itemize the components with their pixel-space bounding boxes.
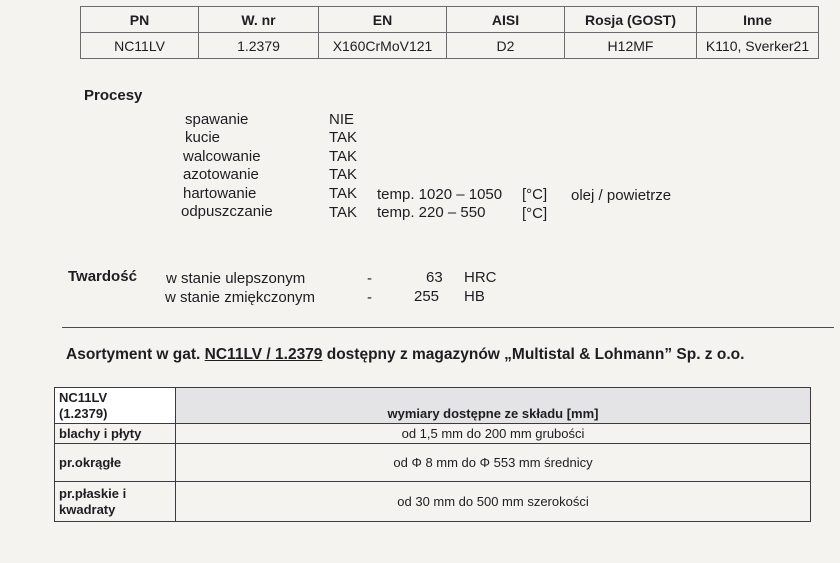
grades-header-row xyxy=(81,7,819,33)
process-name: spawanie xyxy=(185,111,249,128)
process-name: kucie xyxy=(185,129,221,146)
stock-table xyxy=(54,387,811,522)
process-value: NIE xyxy=(329,111,355,128)
header-wnr: W. nr xyxy=(199,7,319,33)
process-value: TAK xyxy=(329,148,358,165)
hardness-dash: - xyxy=(367,270,372,287)
section-divider xyxy=(62,327,834,328)
hardness-unit: HB xyxy=(464,288,485,305)
stock-row-label: pr.okrągłe xyxy=(55,444,176,482)
header-en: EN xyxy=(319,7,447,33)
assortment-prefix: Asortyment w gat. xyxy=(66,346,201,363)
process-temp: temp. 220 – 550 xyxy=(377,204,486,221)
hardness-unit: HRC xyxy=(464,269,497,286)
value-en: X160CrMoV121 xyxy=(319,33,447,59)
hardness-state: w stanie ulepszonym xyxy=(166,270,306,287)
value-gost: H12MF xyxy=(565,33,697,59)
assortment-suffix: dostępny z magazynów „Multistal & Lohmann” Sp. z o.o. xyxy=(326,346,745,363)
process-name: walcowanie xyxy=(183,148,261,165)
value-inne: K110, Sverker21 xyxy=(697,33,819,59)
process-unit: [°C] xyxy=(522,186,548,203)
table-row xyxy=(55,424,811,444)
header-pn: PN xyxy=(81,7,199,33)
grades-table xyxy=(80,6,819,59)
stock-row-label xyxy=(55,482,176,522)
value-wnr: 1.2379 xyxy=(199,33,319,59)
procesy-heading: Procesy xyxy=(84,87,143,104)
table-row xyxy=(55,482,811,522)
twardosc-heading: Twardość xyxy=(68,268,137,285)
stock-header-label xyxy=(55,388,176,424)
header-inne: Inne xyxy=(697,7,819,33)
process-name: odpuszczanie xyxy=(181,203,273,220)
stock-row-value: od Φ 8 mm do Φ 553 mm średnicy xyxy=(176,444,811,482)
process-value: TAK xyxy=(329,185,358,202)
process-temp: temp. 1020 – 1050 xyxy=(377,186,503,203)
grades-value-row xyxy=(81,33,819,59)
hardness-dash: - xyxy=(367,289,372,306)
header-aisi: AISI xyxy=(447,7,565,33)
process-value: TAK xyxy=(329,204,358,221)
assortment-heading xyxy=(66,346,744,364)
process-value: TAK xyxy=(329,166,358,183)
header-gost: Rosja (GOST) xyxy=(565,7,697,33)
process-name: hartowanie xyxy=(183,185,257,202)
hardness-value: 63 xyxy=(426,269,443,286)
process-name: azotowanie xyxy=(183,166,259,183)
stock-header-row xyxy=(55,388,811,424)
hardness-state: w stanie zmiękczonym xyxy=(165,289,316,306)
stock-row-value: od 1,5 mm do 200 mm grubości xyxy=(176,424,811,444)
stock-row-label-line: kwadraty xyxy=(59,501,116,517)
stock-row-label-line: pr.płaskie i xyxy=(59,485,127,501)
stock-header-label-line: NC11LV xyxy=(59,389,108,405)
value-pn: NC11LV xyxy=(81,33,199,59)
stock-header-label-line: (1.2379) xyxy=(59,405,108,421)
value-aisi: D2 xyxy=(447,33,565,59)
assortment-grade: NC11LV / 1.2379 xyxy=(204,346,323,363)
stock-row-label: blachy i płyty xyxy=(55,424,176,444)
process-value: TAK xyxy=(329,129,358,146)
hardness-value: 255 xyxy=(414,288,440,305)
process-unit: [°C] xyxy=(522,205,548,222)
stock-row-value: od 30 mm do 500 mm szerokości xyxy=(176,482,811,522)
stock-header-value: wymiary dostępne ze składu [mm] xyxy=(176,388,811,424)
process-note: olej / powietrze xyxy=(571,187,672,204)
table-row xyxy=(55,444,811,482)
